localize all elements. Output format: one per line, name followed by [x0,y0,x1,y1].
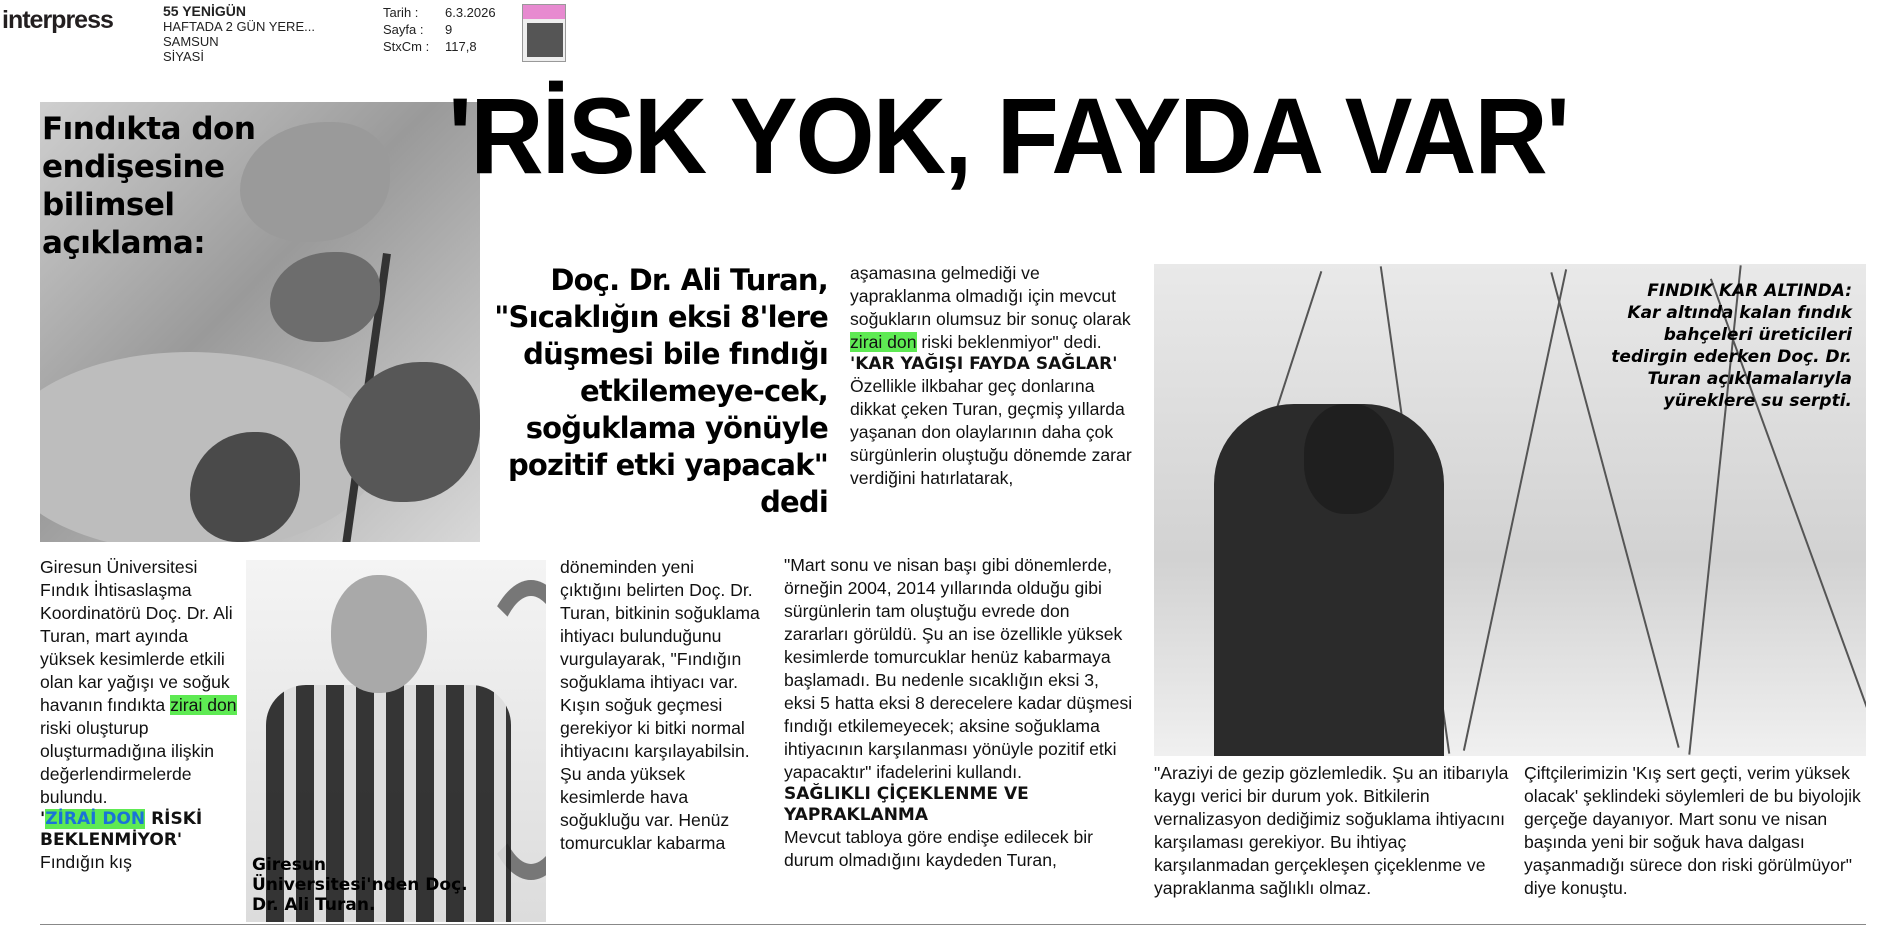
publication-name: 55 YENİGÜN [163,3,246,19]
highlight: zirai don [170,695,237,715]
paragraph: aşamasına gelmediği ve yapraklanma olmadığı için mevcut soğukların olumsuz bir sonuç olarak zirai don riski beklenmiyor" dedi. [850,263,1131,352]
photo-caption-portrait: Giresun Üniversitesi'nden Doç. Dr. Ali Turan. [252,855,468,915]
paragraph: "Araziyi de gezip gözlemledik. Şu an itibarıyla kaygı verici bir durum yok. Bitkilerin vernalizasyon dediğimiz soğuklama ihtiyacını karşılaması gerekiyor. Bu ihtiyaç karşılanmadan gerçekleşen çiçeklenme ve yapraklanma sağlıklı olmaz. [1154,763,1509,898]
body-column-2 [560,556,760,855]
headline: 'RİSK YOK, FAYDA VAR' [448,75,1569,196]
paragraph: Çiftçilerimizin 'Kış sert geçti, verim yüksek olacak' şeklindeki söylemleri de bu biyolojik gerçeğe dayanıyor. Mart sonu ve nisan başında yeni bir soğuk hava dalgası yaşanmadığı sürece don riski görülmüyor" diye konuştu. [1524,763,1861,898]
body-column-3 [850,262,1140,490]
page-thumbnail[interactable] [522,4,566,62]
stxcm-label: StxCm : [383,39,430,54]
kicker: Fındıkta don endişesine bilimsel açıklama: [42,111,256,261]
subheading: 'ZİRAİ DON RİSKİ BEKLENMİYOR' [40,809,203,850]
publication-city: SAMSUN [163,34,219,49]
body-column-5 [1154,762,1514,900]
interpress-logo: interpress [2,6,113,34]
photo-caption-snow: FINDIK KAR ALTINDA: Kar altında kalan fındık bahçeleri üreticileri tedirgin ederken Doç. Dr. Turan açıklamalarıyla yüreklere su serpti. [1611,281,1852,411]
body-column-6 [1524,762,1864,900]
bottom-rule [40,924,1866,925]
date-value: 6.3.2026 [445,5,496,20]
spot-text: Doç. Dr. Ali Turan, "Sıcaklığın eksi 8'lere düşmesi bile fındığı etkilemeye-cek, soğuklama yönüyle pozitif etki yapacak" dedi [494,263,828,519]
paragraph: "Mart sonu ve nisan başı gibi dönemlerde, örneğin 2004, 2014 yıllarında olduğu gibi sürgünlerin tam oluştuğu evrede don zararları görüldü. Şu an ise özellikle yüksek kesimlerde tomurcuklar henüz kabarmaya başlamadı. Bu nedenle sıcaklığın eksi 3, eksi 5 hatta eksi 8 derecelere kadar düşmesi fındığı etkilemeyecek; aksine soğuklama ihtiyacının karşılanması yönüyle pozitif etki yapacaktır" ifadelerini kullandı. [784,555,1133,782]
page-label: Sayfa : [383,22,424,37]
page-value: 9 [445,22,453,37]
paragraph: döneminden yeni çıktığını belirten Doç. Dr. Turan, bitkinin soğuklama ihtiyacı bulunduğunu vurgulayarak, "Fındığın soğuklama ihtiyacı var. Kışın soğuk geçmesi gerekiyor ki bitki normal ihtiyacını karşılayabilsin. Şu anda yüksek kesimlerde hava soğukluğu var. Henüz tomurcuklar kabarma [560,557,760,853]
stxcm-value: 117,8 [445,39,477,54]
paragraph: Giresun Üniversitesi Fındık İhtisaslaşma Koordinatörü Doç. Dr. Ali Turan, mart ayında yüksek kesimlerde etkili olan kar yağışı ve soğuk havanın fındıkta zirai don riski oluşturup oluşturmadığına ilişkin değerlendirmelerde bulundu. [40,557,237,807]
date-label: Tarih : [383,5,419,20]
highlight: zirai don [850,332,917,352]
publication-section: SİYASİ [163,49,204,64]
publication-frequency: HAFTADA 2 GÜN YERE... [163,19,315,34]
paragraph: Mevcut tabloya göre endişe edilecek bir durum olmadığını kaydeden Turan, [784,827,1094,870]
body-column-1 [40,556,245,874]
subheading: 'KAR YAĞIŞI FAYDA SAĞLAR' [850,354,1118,374]
paragraph: Fındığın kış [40,852,132,872]
clipping-meta [383,4,496,55]
subheading: SAĞLIKLI ÇİÇEKLENME VE YAPRAKLANMA [784,784,1029,825]
body-column-4 [784,554,1134,872]
highlight: ZİRAİ DON [45,809,146,829]
paragraph: Özellikle ilkbahar geç donlarına dikkat çeken Turan, geçmiş yıllarda yaşanan don olaylarının daha çok sürgünlerin oluştuğu dönemde zarar verdiğini hatırlatarak, [850,376,1132,488]
publication-info [163,4,315,64]
